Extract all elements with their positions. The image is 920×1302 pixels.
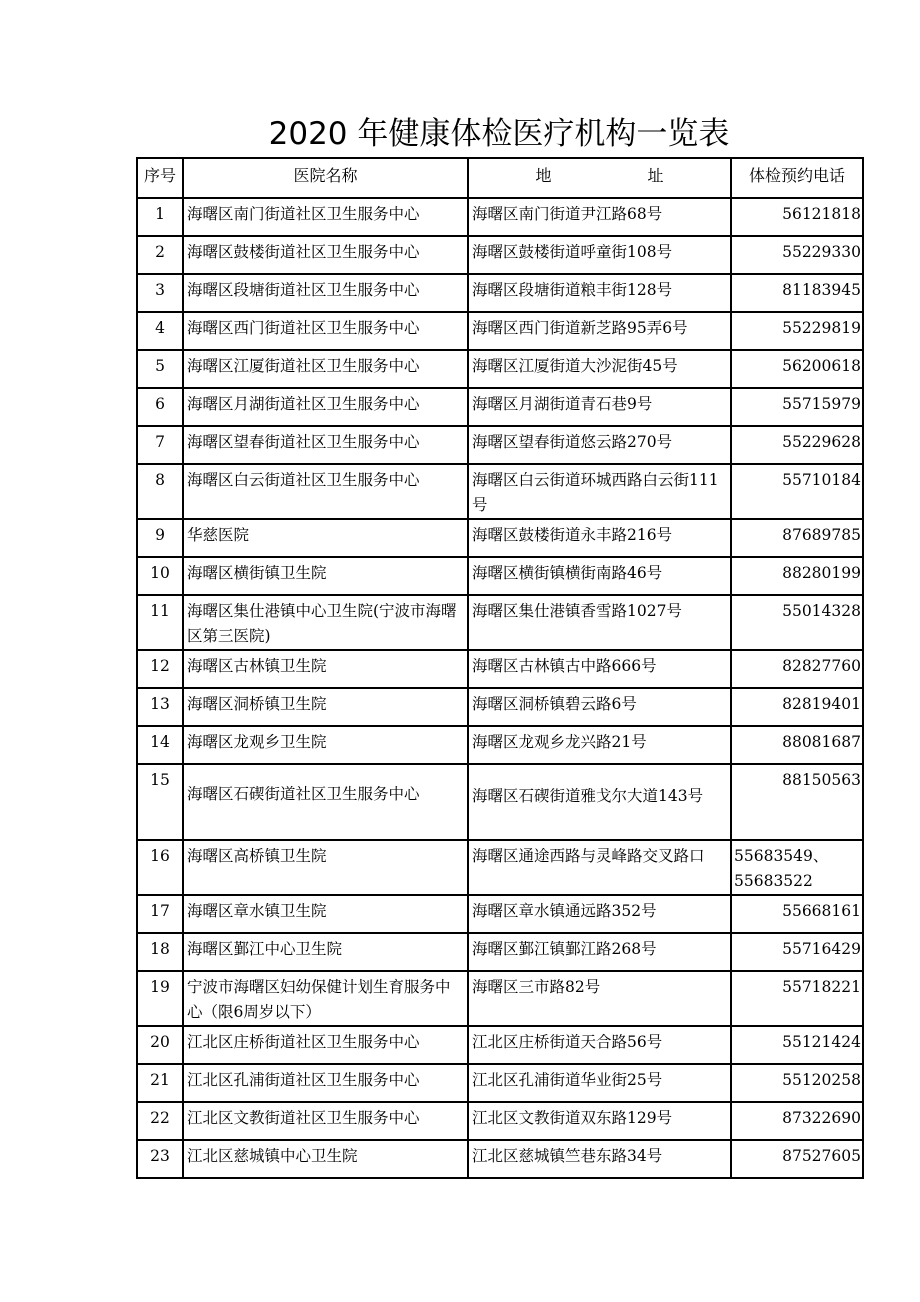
hospital-name-cell: 海曙区集仕港镇中心卫生院(宁波市海曙区第三医院) (183, 595, 468, 650)
hospital-name-cell (183, 764, 468, 840)
phone-cell: 55668161 (731, 895, 863, 933)
row-number: 1 (137, 198, 183, 236)
address-cell: 海曙区南门街道尹江路68号 (468, 198, 731, 236)
hospital-name-cell: 海曙区古林镇卫生院 (183, 650, 468, 688)
row-number: 15 (137, 764, 183, 840)
address-cell: 海曙区三市路82号 (468, 971, 731, 1026)
hospital-name-cell: 海曙区段塘街道社区卫生服务中心 (183, 274, 468, 312)
phone-cell: 55718221 (731, 971, 863, 1026)
header-no: 序号 (137, 158, 183, 198)
address-cell (468, 764, 731, 840)
address-cell: 江北区文教街道双东路129号 (468, 1102, 731, 1140)
table-row (137, 650, 863, 688)
table-row (137, 726, 863, 764)
address-cell: 海曙区江厦街道大沙泥街45号 (468, 350, 731, 388)
address-cell: 海曙区月湖街道青石巷9号 (468, 388, 731, 426)
row-number: 23 (137, 1140, 183, 1178)
address-cell: 海曙区古林镇古中路666号 (468, 650, 731, 688)
hospital-name-cell: 海曙区龙观乡卫生院 (183, 726, 468, 764)
row-number: 9 (137, 519, 183, 557)
table-row (137, 1026, 863, 1064)
phone-cell: 88081687 (731, 726, 863, 764)
row-number: 20 (137, 1026, 183, 1064)
table-row (137, 350, 863, 388)
address-cell: 海曙区洞桥镇碧云路6号 (468, 688, 731, 726)
hospital-name-cell: 海曙区洞桥镇卫生院 (183, 688, 468, 726)
table-row (137, 971, 863, 1026)
phone-cell: 82827760 (731, 650, 863, 688)
address-cell: 海曙区横街镇横街南路46号 (468, 557, 731, 595)
table-row (137, 1064, 863, 1102)
row-number: 5 (137, 350, 183, 388)
row-number: 3 (137, 274, 183, 312)
phone-cell: 87527605 (731, 1140, 863, 1178)
phone-cell: 55715979 (731, 388, 863, 426)
table-row (137, 840, 863, 895)
table-row (137, 688, 863, 726)
table-row (137, 1140, 863, 1178)
address-cell: 海曙区通途西路与灵峰路交叉路口 (468, 840, 731, 895)
hospital-name-cell: 海曙区望春街道社区卫生服务中心 (183, 426, 468, 464)
table-row (137, 933, 863, 971)
row-number: 8 (137, 464, 183, 519)
table-row (137, 519, 863, 557)
address-cell: 江北区孔浦街道华业街25号 (468, 1064, 731, 1102)
phone-cell: 55710184 (731, 464, 863, 519)
phone-cell: 56200618 (731, 350, 863, 388)
row-number: 16 (137, 840, 183, 895)
phone-cell: 87689785 (731, 519, 863, 557)
phone-cell: 55683549、55683522 (731, 840, 863, 895)
table-row (137, 557, 863, 595)
address-cell: 海曙区鄞江镇鄞江路268号 (468, 933, 731, 971)
hospital-name-cell: 海曙区鼓楼街道社区卫生服务中心 (183, 236, 468, 274)
row-number: 10 (137, 557, 183, 595)
table-row (137, 426, 863, 464)
address-cell: 海曙区鼓楼街道永丰路216号 (468, 519, 731, 557)
hospital-name-cell: 江北区慈城镇中心卫生院 (183, 1140, 468, 1178)
table-row (137, 236, 863, 274)
table-body (137, 198, 863, 1178)
phone-cell: 88150563 (731, 764, 863, 840)
row-number: 18 (137, 933, 183, 971)
phone-cell: 55229628 (731, 426, 863, 464)
table-row (137, 895, 863, 933)
hospital-name-cell-text: 海曙区石碶街道社区卫生服务中心 (187, 785, 420, 803)
row-number: 13 (137, 688, 183, 726)
row-number: 11 (137, 595, 183, 650)
row-number: 19 (137, 971, 183, 1026)
header-address-part-2: 址 (647, 166, 664, 185)
row-number: 7 (137, 426, 183, 464)
row-number: 17 (137, 895, 183, 933)
address-cell: 海曙区望春街道悠云路270号 (468, 426, 731, 464)
table-row (137, 274, 863, 312)
table-header-row (137, 158, 863, 198)
hospital-name-cell: 海曙区高桥镇卫生院 (183, 840, 468, 895)
header-phone: 体检预约电话 (731, 158, 863, 198)
row-number: 6 (137, 388, 183, 426)
hospital-name-cell: 海曙区横街镇卫生院 (183, 557, 468, 595)
hospital-name-cell: 江北区孔浦街道社区卫生服务中心 (183, 1064, 468, 1102)
hospital-name-cell: 江北区文教街道社区卫生服务中心 (183, 1102, 468, 1140)
header-address (468, 158, 731, 198)
hospital-name-cell: 海曙区章水镇卫生院 (183, 895, 468, 933)
hospital-name-cell: 江北区庄桥街道社区卫生服务中心 (183, 1026, 468, 1064)
phone-cell: 87322690 (731, 1102, 863, 1140)
hospital-name-cell: 海曙区江厦街道社区卫生服务中心 (183, 350, 468, 388)
table-row (137, 312, 863, 350)
hospital-name-cell: 海曙区白云街道社区卫生服务中心 (183, 464, 468, 519)
address-cell: 海曙区集仕港镇香雪路1027号 (468, 595, 731, 650)
phone-cell: 55121424 (731, 1026, 863, 1064)
phone-cell: 56121818 (731, 198, 863, 236)
row-number: 14 (137, 726, 183, 764)
address-cell: 海曙区鼓楼街道呼童街108号 (468, 236, 731, 274)
hospital-name-cell: 海曙区西门街道社区卫生服务中心 (183, 312, 468, 350)
phone-cell: 55229819 (731, 312, 863, 350)
row-number: 21 (137, 1064, 183, 1102)
address-cell: 江北区慈城镇竺巷东路34号 (468, 1140, 731, 1178)
phone-cell: 55229330 (731, 236, 863, 274)
hospital-name-cell: 海曙区月湖街道社区卫生服务中心 (183, 388, 468, 426)
phone-cell: 82819401 (731, 688, 863, 726)
table-row (137, 1102, 863, 1140)
table-row (137, 464, 863, 519)
table-row (137, 198, 863, 236)
hospital-name-cell: 海曙区鄞江中心卫生院 (183, 933, 468, 971)
header-address-part-1: 地 (535, 166, 552, 185)
hospital-name-cell: 华慈医院 (183, 519, 468, 557)
header-hospital: 医院名称 (183, 158, 468, 198)
table-row (137, 764, 863, 840)
address-cell: 海曙区白云街道环城西路白云街111号 (468, 464, 731, 519)
phone-cell: 55120258 (731, 1064, 863, 1102)
page-title: 2020 年健康体检医疗机构一览表 (268, 116, 730, 152)
phone-cell: 55716429 (731, 933, 863, 971)
table-row (137, 388, 863, 426)
row-number: 2 (137, 236, 183, 274)
row-number: 4 (137, 312, 183, 350)
phone-cell: 81183945 (731, 274, 863, 312)
address-cell-text: 海曙区石碶街道雅戈尔大道143号 (472, 787, 704, 805)
hospital-name-cell: 海曙区南门街道社区卫生服务中心 (183, 198, 468, 236)
row-number: 12 (137, 650, 183, 688)
table-row (137, 595, 863, 650)
address-cell: 海曙区龙观乡龙兴路21号 (468, 726, 731, 764)
address-cell: 海曙区西门街道新芝路95弄6号 (468, 312, 731, 350)
hospital-name-cell: 宁波市海曙区妇幼保健计划生育服务中心（限6周岁以下） (183, 971, 468, 1026)
phone-cell: 55014328 (731, 595, 863, 650)
row-number: 22 (137, 1102, 183, 1140)
address-cell: 江北区庄桥街道天合路56号 (468, 1026, 731, 1064)
phone-cell: 88280199 (731, 557, 863, 595)
address-cell: 海曙区段塘街道粮丰街128号 (468, 274, 731, 312)
address-cell: 海曙区章水镇通远路352号 (468, 895, 731, 933)
hospital-table (136, 157, 864, 1179)
